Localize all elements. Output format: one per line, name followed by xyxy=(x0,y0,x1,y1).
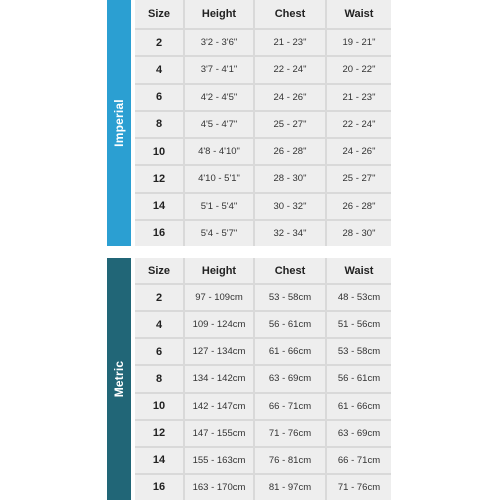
imperial-cell-chest: 21 - 23" xyxy=(255,30,325,55)
metric-cell-chest: 76 - 81cm xyxy=(255,448,325,473)
metric-cell-size: 4 xyxy=(135,312,183,337)
metric-cell-size: 2 xyxy=(135,285,183,310)
imperial-cell-size: 6 xyxy=(135,85,183,110)
metric-cell-height: 134 - 142cm xyxy=(185,366,253,391)
metric-cell-size: 12 xyxy=(135,421,183,446)
imperial-cell-size: 4 xyxy=(135,57,183,82)
metric-cell-waist: 61 - 66cm xyxy=(327,394,391,419)
imperial-cell-size: 14 xyxy=(135,194,183,219)
imperial-cell-chest: 26 - 28" xyxy=(255,139,325,164)
metric-cell-chest: 63 - 69cm xyxy=(255,366,325,391)
imperial-cell-waist: 25 - 27" xyxy=(327,166,391,191)
metric-cell-chest: 81 - 97cm xyxy=(255,475,325,500)
metric-cell-height: 163 - 170cm xyxy=(185,475,253,500)
metric-side-tab xyxy=(107,258,131,500)
imperial-cell-height: 4'10 - 5'1" xyxy=(185,166,253,191)
metric-cell-chest: 56 - 61cm xyxy=(255,312,325,337)
metric-cell-size: 6 xyxy=(135,339,183,364)
imperial-cell-size: 10 xyxy=(135,139,183,164)
metric-header-chest: Chest xyxy=(255,258,325,283)
metric-cell-chest: 53 - 58cm xyxy=(255,285,325,310)
imperial-header-height: Height xyxy=(185,0,253,28)
imperial-cell-height: 4'2 - 4'5" xyxy=(185,85,253,110)
imperial-cell-size: 8 xyxy=(135,112,183,137)
imperial-size-table xyxy=(107,0,391,246)
metric-cell-height: 147 - 155cm xyxy=(185,421,253,446)
imperial-cell-waist: 20 - 22" xyxy=(327,57,391,82)
metric-cell-size: 14 xyxy=(135,448,183,473)
imperial-header-chest: Chest xyxy=(255,0,325,28)
imperial-table-grid xyxy=(135,0,391,246)
metric-header-waist: Waist xyxy=(327,258,391,283)
metric-cell-height: 127 - 134cm xyxy=(185,339,253,364)
metric-cell-height: 109 - 124cm xyxy=(185,312,253,337)
metric-cell-size: 16 xyxy=(135,475,183,500)
imperial-cell-size: 16 xyxy=(135,221,183,246)
metric-cell-waist: 53 - 58cm xyxy=(327,339,391,364)
metric-cell-waist: 71 - 76cm xyxy=(327,475,391,500)
imperial-cell-height: 5'4 - 5'7" xyxy=(185,221,253,246)
metric-cell-height: 142 - 147cm xyxy=(185,394,253,419)
imperial-cell-chest: 32 - 34" xyxy=(255,221,325,246)
imperial-cell-chest: 24 - 26" xyxy=(255,85,325,110)
imperial-cell-chest: 25 - 27" xyxy=(255,112,325,137)
metric-cell-waist: 56 - 61cm xyxy=(327,366,391,391)
metric-cell-size: 8 xyxy=(135,366,183,391)
metric-cell-waist: 66 - 71cm xyxy=(327,448,391,473)
imperial-cell-waist: 22 - 24" xyxy=(327,112,391,137)
metric-cell-height: 97 - 109cm xyxy=(185,285,253,310)
imperial-cell-waist: 28 - 30" xyxy=(327,221,391,246)
imperial-cell-size: 12 xyxy=(135,166,183,191)
metric-header-size: Size xyxy=(135,258,183,283)
metric-label: Metric xyxy=(112,360,126,398)
imperial-cell-height: 4'8 - 4'10" xyxy=(185,139,253,164)
metric-cell-waist: 63 - 69cm xyxy=(327,421,391,446)
imperial-side-tab xyxy=(107,0,131,246)
metric-header-height: Height xyxy=(185,258,253,283)
imperial-cell-waist: 21 - 23" xyxy=(327,85,391,110)
metric-cell-size: 10 xyxy=(135,394,183,419)
imperial-header-size: Size xyxy=(135,0,183,28)
imperial-cell-waist: 26 - 28" xyxy=(327,194,391,219)
metric-cell-waist: 51 - 56cm xyxy=(327,312,391,337)
imperial-cell-waist: 19 - 21" xyxy=(327,30,391,55)
imperial-cell-chest: 28 - 30" xyxy=(255,166,325,191)
imperial-header-waist: Waist xyxy=(327,0,391,28)
imperial-cell-height: 5'1 - 5'4" xyxy=(185,194,253,219)
imperial-label: Imperial xyxy=(112,99,126,147)
imperial-cell-height: 3'2 - 3'6" xyxy=(185,30,253,55)
metric-cell-height: 155 - 163cm xyxy=(185,448,253,473)
imperial-cell-chest: 22 - 24" xyxy=(255,57,325,82)
imperial-cell-size: 2 xyxy=(135,30,183,55)
imperial-cell-height: 4'5 - 4'7" xyxy=(185,112,253,137)
imperial-cell-height: 3'7 - 4'1" xyxy=(185,57,253,82)
metric-cell-chest: 66 - 71cm xyxy=(255,394,325,419)
metric-cell-chest: 71 - 76cm xyxy=(255,421,325,446)
metric-cell-chest: 61 - 66cm xyxy=(255,339,325,364)
metric-size-table xyxy=(107,258,391,500)
metric-cell-waist: 48 - 53cm xyxy=(327,285,391,310)
metric-table-grid xyxy=(135,258,391,500)
imperial-cell-waist: 24 - 26" xyxy=(327,139,391,164)
imperial-cell-chest: 30 - 32" xyxy=(255,194,325,219)
